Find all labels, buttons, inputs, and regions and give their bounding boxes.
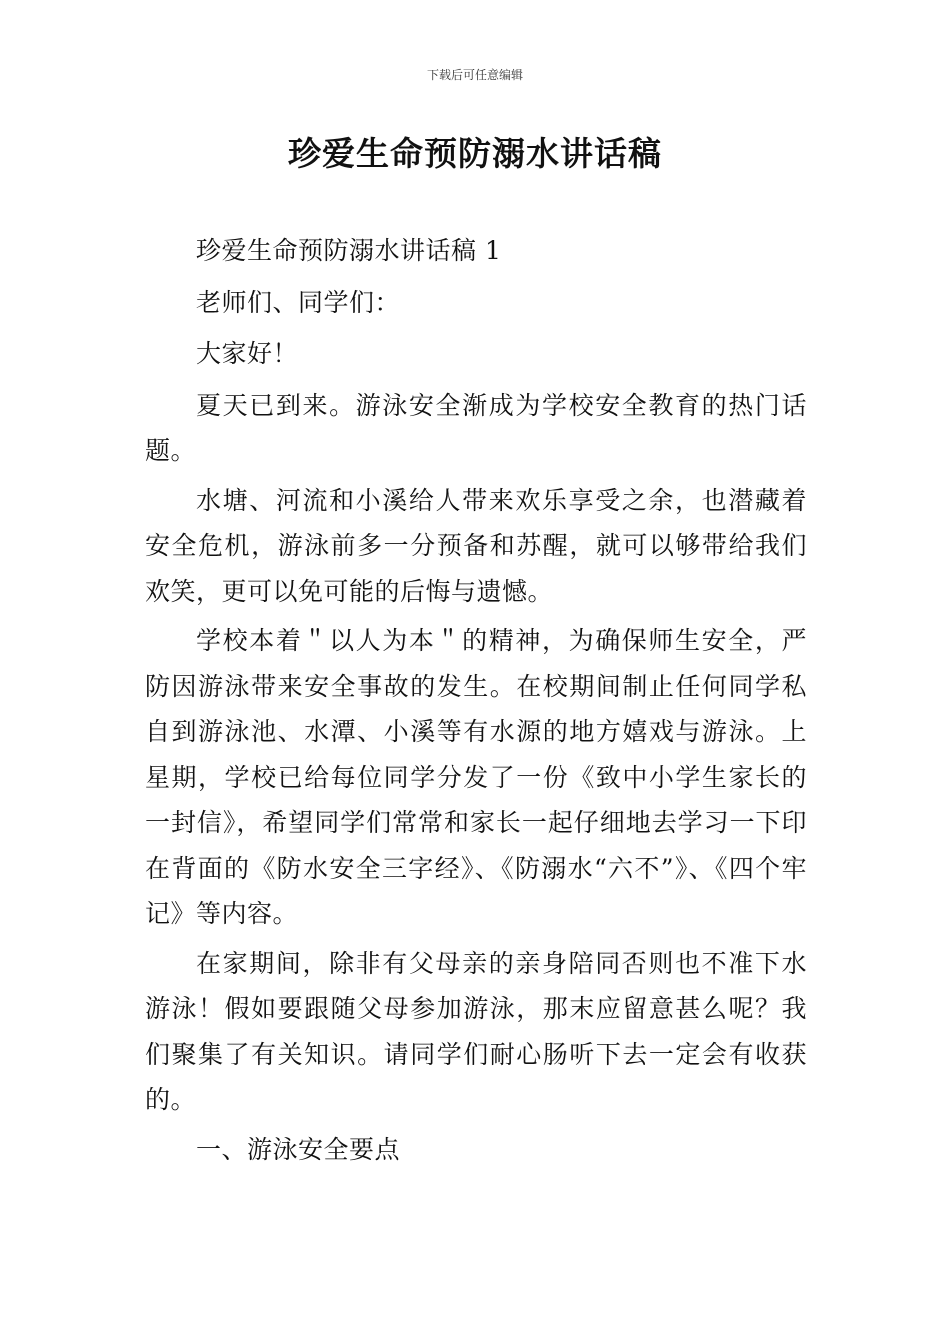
paragraph-salutation: 老师们、同学们： [196,287,401,317]
paragraph-summer: 夏天已到来。游泳安全渐成为学校安全教育的热门话题。 [145,390,807,465]
document-title: 珍爱生命预防溺水讲话稿 [288,134,662,173]
paragraph-section-heading: 一、游泳安全要点 [196,1134,401,1164]
paragraph-school-policy: 学校本着＂以人为本＂的精神，为确保师生安全，严防因游泳带来安全事故的发生。在校期间制止任何同学私自到游泳池、水潭、小溪等有水源的地方嬉戏与游泳。上星期，学校已给每位同学分发了一份《致中小学生家长的一封信》，希望同学们常常和家长一起仔细地去学习一下印在背面的《防水安全三字经》、《防溺水“六不”》、《四个牢记》等内容。 [145,626,807,928]
paragraph-greeting: 大家好！ [196,339,299,368]
paragraph-water-danger: 水塘、河流和小溪给人带来欢乐享受之余，也潜藏着安全危机，游泳前多一分预备和苏醒，就可以够带给我们欢笑，更可以免可能的后悔与遗憾。 [145,485,807,606]
paragraph-subtitle: 珍爱生命预防溺水讲话稿 1 [196,236,502,265]
document-body [145,228,807,1176]
header-note: 下载后可任意编辑 [426,68,523,82]
paragraph-home-rules: 在家期间，除非有父母亲的亲身陪同否则也不准下水游泳！假如要跟随父母参加游泳，那末应留意甚么呢？我们聚集了有关知识。请同学们耐心肠听下去一定会有收获的。 [145,948,807,1114]
